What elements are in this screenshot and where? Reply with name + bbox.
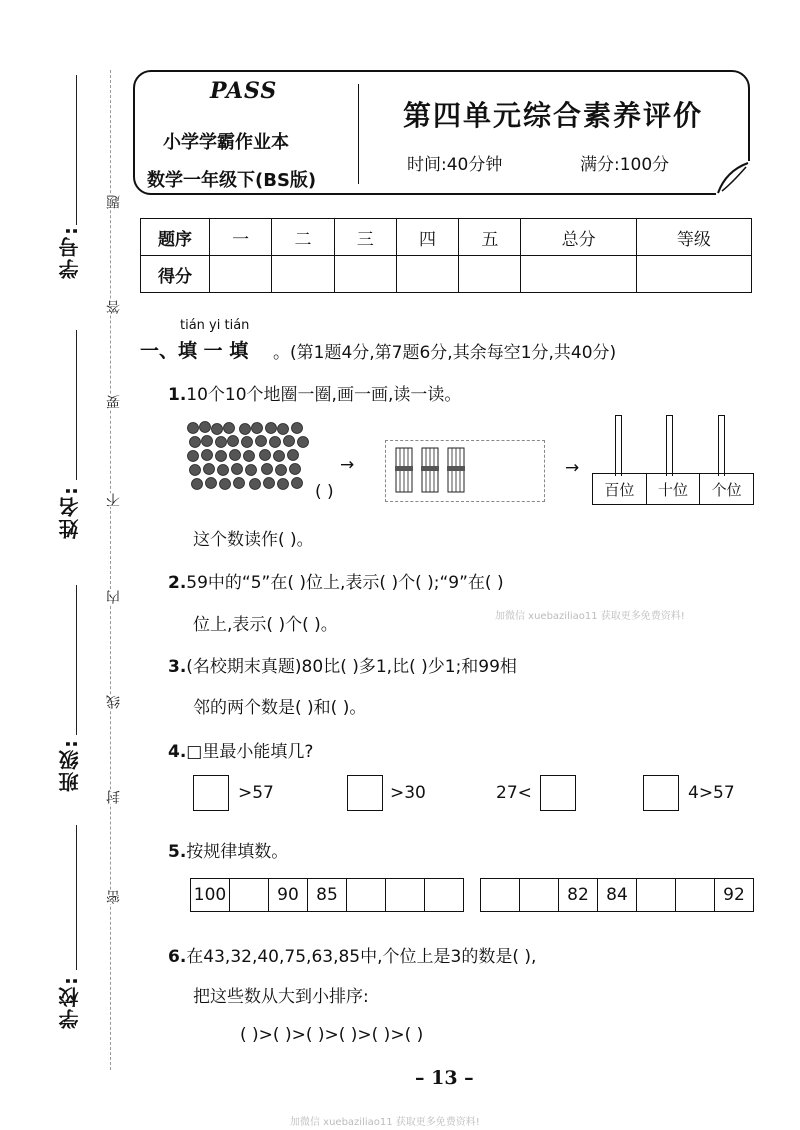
stick-bundles-icon <box>392 446 472 496</box>
score-input-cell[interactable] <box>210 256 272 293</box>
abacus[interactable] <box>592 415 754 505</box>
question-1 <box>168 380 461 405</box>
score-input-cell[interactable] <box>459 256 521 293</box>
arrow-icon: → <box>565 458 580 478</box>
question-6 <box>168 942 536 967</box>
sequence-cell[interactable]: 84 <box>598 879 637 912</box>
answer-paren[interactable]: ( ) <box>315 482 334 502</box>
seal-char: 不 <box>106 493 122 507</box>
score-cell: 二 <box>272 219 334 256</box>
sequence-cell[interactable]: 92 <box>715 879 754 912</box>
score-cell: 四 <box>396 219 458 256</box>
sequence-cell[interactable]: 100 <box>191 879 230 912</box>
apples-icon <box>185 420 315 500</box>
inequality-text: >30 <box>390 783 426 803</box>
seal-char: 要 <box>106 395 122 409</box>
score-cell: 五 <box>459 219 521 256</box>
place-ones: 个位 <box>700 474 754 505</box>
answer-box[interactable] <box>347 775 383 811</box>
question-text: 在43,32,40,75,63,85中,个位上是3的数是( ), <box>186 947 537 967</box>
page-curl <box>716 161 750 195</box>
student-id-line <box>76 75 77 225</box>
score-input-cell[interactable] <box>272 256 334 293</box>
sequence-cell[interactable] <box>347 879 386 912</box>
sequence-cell[interactable]: 90 <box>269 879 308 912</box>
question-3-line2: 邻的两个数是( )和( )。 <box>193 698 367 718</box>
apples-icon <box>185 420 315 500</box>
question-text: (名校期末真题)80比( )多1,比( )少1;和99相 <box>186 657 517 677</box>
seal-line <box>110 70 111 1070</box>
pass-logo: PASS <box>210 78 278 104</box>
question-text: □里最小能填几? <box>186 742 314 762</box>
answer-box[interactable] <box>643 775 679 811</box>
school-line <box>76 825 77 970</box>
question-number: 2. <box>168 573 187 593</box>
sequence-cell[interactable] <box>520 879 559 912</box>
question-6-line2: 把这些数从大到小排序: <box>193 987 369 1007</box>
edition-label: 数学一年级下(BS版) <box>147 170 317 191</box>
seal-char: 线 <box>106 695 122 709</box>
score-cell: 等级 <box>636 219 751 256</box>
score-table <box>140 218 752 293</box>
seal-char: 密 <box>106 890 122 904</box>
section-note: 。(第1题4分,第7题6分,其余每空1分,共40分) <box>273 343 617 363</box>
score-input-cell[interactable] <box>334 256 396 293</box>
sequence-cell[interactable]: 85 <box>308 879 347 912</box>
sequence-row-1 <box>190 878 464 912</box>
abacus-rod <box>718 415 725 476</box>
score-cell: 题序 <box>141 219 210 256</box>
header-box <box>133 70 750 195</box>
score-cell: 三 <box>334 219 396 256</box>
question-text: 10个10个地圈一圈,画一画,读一读。 <box>186 385 462 405</box>
full-score-label: 满分:100分 <box>580 155 670 175</box>
sequence-cell[interactable] <box>425 879 464 912</box>
place-tens: 十位 <box>646 474 700 505</box>
question-2-line2: 位上,表示( )个( )。 <box>193 615 338 635</box>
name-line <box>76 330 77 480</box>
question-4 <box>168 737 313 762</box>
seal-char: 题 <box>106 195 122 209</box>
place-hundreds: 百位 <box>593 474 647 505</box>
score-input-cell[interactable] <box>636 256 751 293</box>
question-3 <box>168 652 517 677</box>
student-id-label: 学号: <box>58 225 82 279</box>
question-number: 5. <box>168 842 187 862</box>
answer-box[interactable] <box>193 775 229 811</box>
sequence-cell[interactable]: 82 <box>559 879 598 912</box>
school-label: 学校: <box>58 975 82 1029</box>
score-cell: 得分 <box>141 256 210 293</box>
sequence-cell[interactable] <box>230 879 269 912</box>
abacus-place-table <box>592 473 754 505</box>
section-title: 一、填 一 填 <box>140 340 249 362</box>
arrow-icon: → <box>340 455 355 475</box>
score-input-cell[interactable] <box>521 256 636 293</box>
abacus-rod <box>615 415 622 476</box>
seal-char: 内 <box>106 590 122 604</box>
class-label: 班级: <box>58 738 82 792</box>
section-pinyin: tián yi tián <box>180 318 250 333</box>
sticks-box[interactable] <box>385 440 545 502</box>
sequence-cell[interactable] <box>676 879 715 912</box>
time-label: 时间:40分钟 <box>407 155 503 175</box>
sequence-row-2 <box>480 878 754 912</box>
question-number: 3. <box>168 657 187 677</box>
score-cell: 一 <box>210 219 272 256</box>
header-divider <box>358 84 359 184</box>
inequality-text: 4>57 <box>688 783 735 803</box>
question-number: 4. <box>168 742 187 762</box>
question-text: 按规律填数。 <box>186 842 289 862</box>
sequence-cell[interactable] <box>637 879 676 912</box>
question-1-read: 这个数读作( )。 <box>193 530 314 550</box>
page-number: – 13 – <box>415 1067 474 1089</box>
question-5 <box>168 837 288 862</box>
seal-char: 答 <box>106 300 122 314</box>
brand-name: 小学学霸作业本 <box>163 132 289 153</box>
class-line <box>76 585 77 735</box>
score-cell: 总分 <box>521 219 636 256</box>
answer-box[interactable] <box>540 775 576 811</box>
name-label: 姓名: <box>58 485 82 539</box>
sequence-cell[interactable] <box>386 879 425 912</box>
score-table-header-row <box>141 219 752 256</box>
question-number: 6. <box>168 947 187 967</box>
score-table-score-row <box>141 256 752 293</box>
score-input-cell[interactable] <box>396 256 458 293</box>
seal-char: 封 <box>106 790 122 804</box>
abacus-rod <box>666 415 673 476</box>
sequence-cell[interactable] <box>481 879 520 912</box>
question-6-line3: ( )>( )>( )>( )>( )>( ) <box>240 1025 424 1045</box>
inequality-text: 27< <box>496 783 532 803</box>
question-number: 1. <box>168 385 187 405</box>
watermark: 加微信 xuebaziliao11 获取更多免费资料! <box>290 1117 480 1128</box>
watermark: 加微信 xuebaziliao11 获取更多免费资料! <box>495 611 685 622</box>
inequality-text: >57 <box>238 783 274 803</box>
question-text: 59中的“5”在( )位上,表示( )个( );“9”在( ) <box>186 573 504 593</box>
page-title: 第四单元综合素养评价 <box>403 99 704 132</box>
question-2 <box>168 568 504 593</box>
